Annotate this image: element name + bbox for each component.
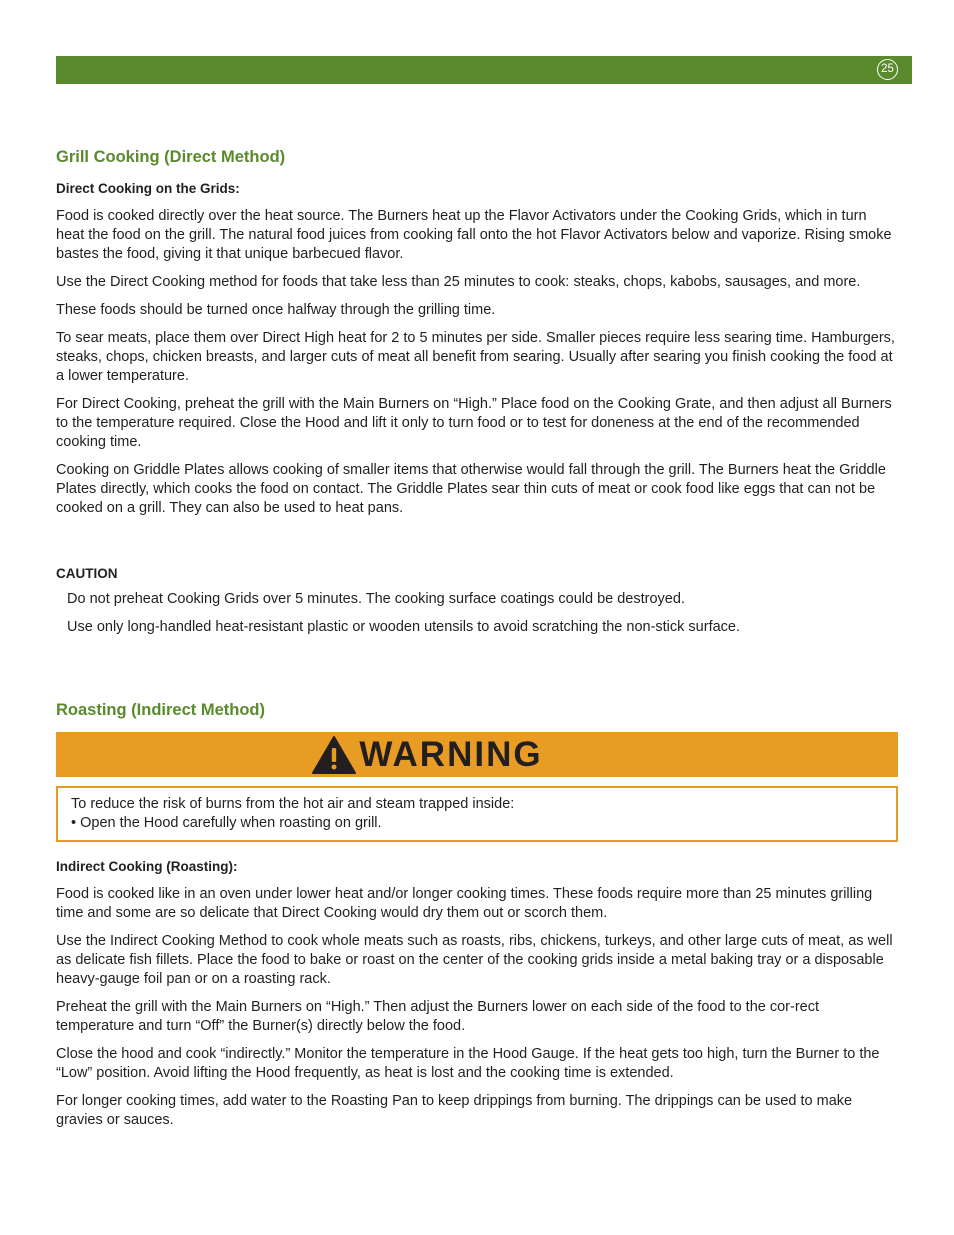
warning-message-box xyxy=(56,786,898,842)
paragraph: To sear meats, place them over Direct High heat for 2 to 5 minutes per side. Smaller pieces require less searing time. Hamburgers, steaks, chops, chicken breasts, and larger cuts of meat all benefit from searing. Usually after searing you finish cooking the food at a lower temperature. xyxy=(56,330,895,384)
subtitle-direct: Direct Cooking on the Grids: xyxy=(56,181,240,196)
paragraph: Preheat the grill with the Main Burners on “High.” Then adjust the Burners lower on each side of the food to the cor-rect temperature and turn “Off” the Burner(s) directly below the food. xyxy=(56,999,819,1034)
paragraph: Cooking on Griddle Plates allows cooking of smaller items that otherwise would fall through the grill. The Burners heat the Griddle Plates directly, which cooks the food on contact. The Griddle Plates sear thin cuts of meat or cook food like eggs that can not be cooked on a grill. They can also be used to heat pans. xyxy=(56,462,886,516)
paragraph: These foods should be turned once halfway through the grilling time. xyxy=(56,302,496,318)
warning-triangle-icon xyxy=(311,735,357,775)
paragraph: Use the Indirect Cooking Method to cook whole meats such as roasts, ribs, chickens, turkeys, and other large cuts of meat, as well as delicate fish fillets. Place the food to bake or roast on the center of the cooking grids inside a metal baking tray or a disposable heavy-gauge foil pan or on a roasting rack. xyxy=(56,933,893,987)
paragraph: For Direct Cooking, preheat the grill with the Main Burners on “High.” Place food on the Cooking Grate, and then adjust all Burners to the temperature required. Close the Hood and lift it only to turn food or to test for doneness at the end of the recommended cooking time. xyxy=(56,396,892,450)
warning-line: To reduce the risk of burns from the hot air and steam trapped inside: xyxy=(71,796,515,812)
caution-title: CAUTION xyxy=(56,566,118,581)
paragraph: Use the Direct Cooking method for foods that take less than 25 minutes to cook: steaks, chops, kabobs, sausages, and more. xyxy=(56,274,861,290)
warning-line: • Open the Hood carefully when roasting on grill. xyxy=(71,815,382,831)
section-title-grill: Grill Cooking (Direct Method) xyxy=(56,148,286,166)
paragraph: Food is cooked like in an oven under lower heat and/or longer cooking times. These foods require more than 25 minutes grilling time and some are so delicate that Direct Cooking would dry them out or scorch them. xyxy=(56,886,873,921)
section-title-roasting: Roasting (Indirect Method) xyxy=(56,701,265,719)
page-content xyxy=(56,148,898,1139)
page-number: 25 xyxy=(877,59,898,80)
warning-banner xyxy=(56,732,898,777)
caution-item: Use only long-handled heat-resistant plastic or wooden utensils to avoid scratching the non-stick surface. xyxy=(67,619,741,635)
paragraph: Food is cooked directly over the heat source. The Burners heat up the Flavor Activators under the Cooking Grids, which in turn heat the food on the grill. The natural food juices from cooking fall onto the hot Flavor Activators below and vaporize. Rising smoke bastes the food, giving it that unique barbecued flavor. xyxy=(56,208,892,262)
header-bar xyxy=(56,56,912,84)
paragraph: For longer cooking times, add water to the Roasting Pan to keep drippings from burning. The drippings can be used to make gravies or sauces. xyxy=(56,1093,853,1128)
caution-item: Do not preheat Cooking Grids over 5 minutes. The cooking surface coatings could be destroyed. xyxy=(67,591,685,607)
paragraph: Close the hood and cook “indirectly.” Monitor the temperature in the Hood Gauge. If the heat gets too high, turn the Burner to the “Low” position. Avoid lifting the Hood frequently, as heat is lost and the cooking time is extended. xyxy=(56,1046,880,1081)
subtitle-indirect: Indirect Cooking (Roasting): xyxy=(56,859,238,874)
warning-label: WARNING xyxy=(359,734,543,774)
